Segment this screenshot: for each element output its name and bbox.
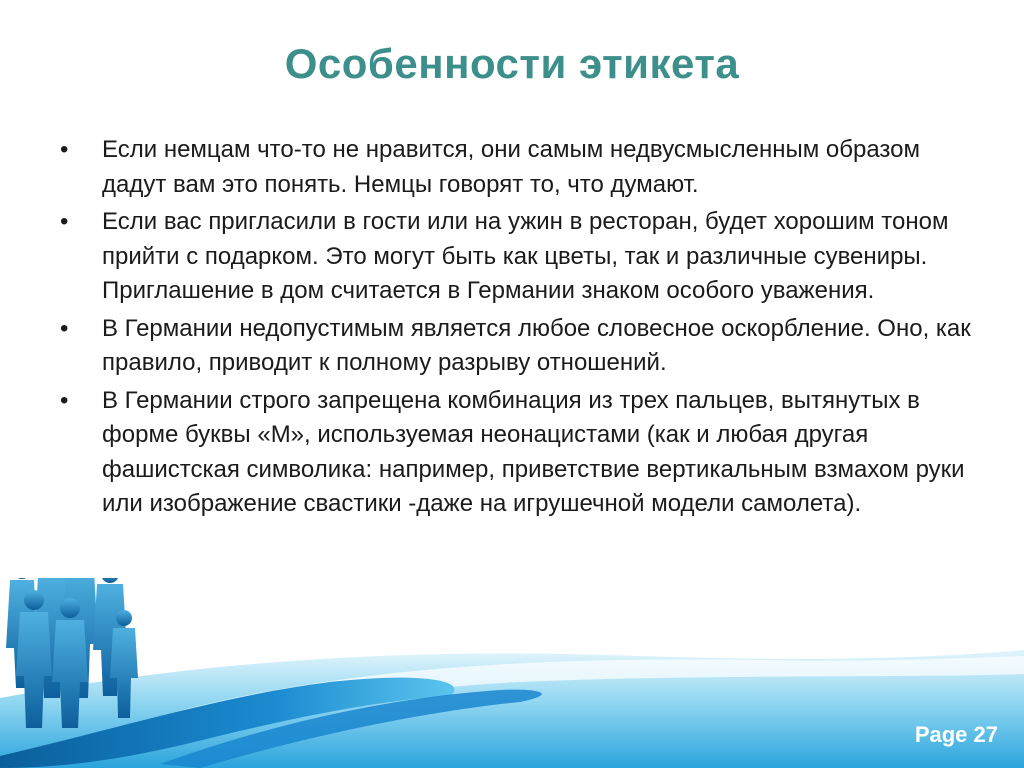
page-number: Page 27	[914, 722, 998, 747]
bullet-text: Если вас пригласили в гости или на ужин в ресторан, будет хорошим тоном прийти с подарком. Это могут быть как цветы, так и различные сувениры. Приглашение в дом считается в Германии знаком особого уважения.	[102, 208, 949, 304]
bullet-icon: •	[60, 314, 69, 342]
bullet-icon: •	[60, 386, 69, 414]
slide-title: Особенности этикета	[284, 40, 740, 87]
list-item	[58, 384, 978, 522]
bullet-text: В Германии строго запрещена комбинация из трех пальцев, вытянутых в форме буквы «М», используемая неонацистами (как и любая другая фашистская символика: например, приветствие вертикальным взмахом руки или изображение свастики -даже на игрушечной модели самолета).	[102, 386, 965, 517]
bullet-icon: •	[60, 208, 69, 235]
bullet-icon: •	[60, 136, 69, 163]
bullet-text: В Германии недопустимым является любое словесное оскорбление. Оно, как правило, приводит к полному разрыву отношений.	[102, 314, 971, 376]
list-item	[58, 133, 978, 202]
bullet-list	[58, 133, 978, 525]
footer-decoration	[0, 578, 1024, 768]
bullet-text: Если немцам что-то не нравится, они самым недвусмысленным образом дадут вам это понять. Немцы говорят то, что думают.	[102, 136, 921, 198]
list-item	[58, 205, 978, 309]
business-people-silhouettes-icon	[6, 578, 138, 728]
list-item	[58, 312, 978, 381]
